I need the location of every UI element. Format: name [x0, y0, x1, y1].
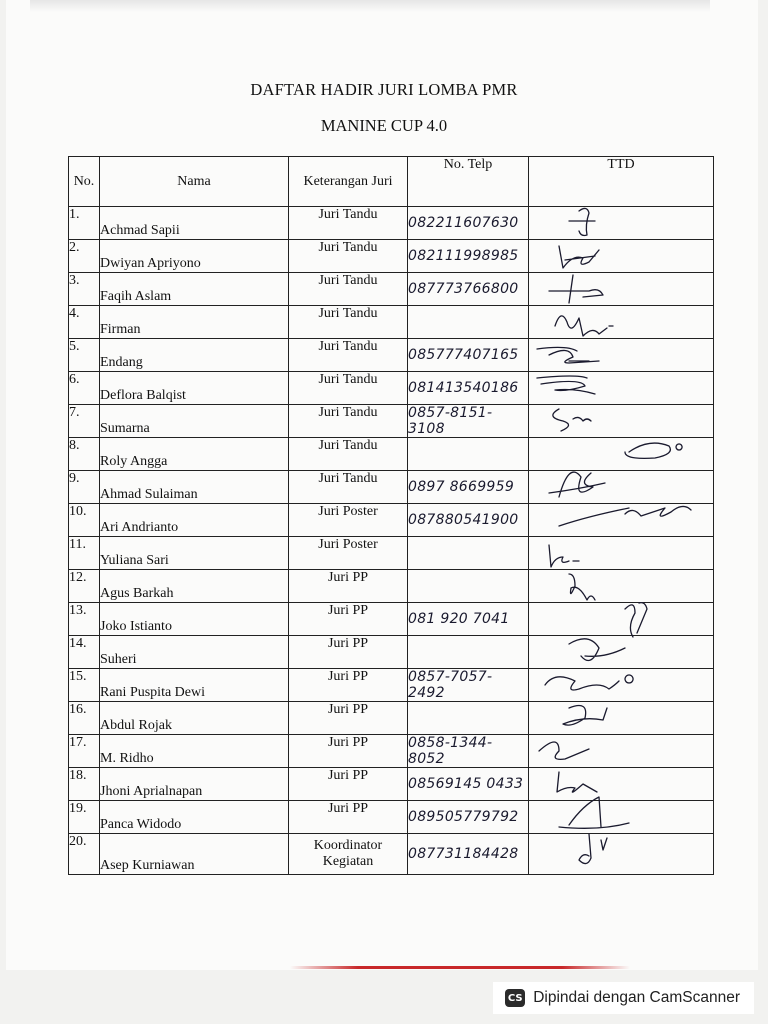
row-number: 6.: [69, 372, 100, 405]
row-keterangan: Juri Tandu: [289, 438, 408, 471]
row-name: Sumarna: [100, 405, 289, 438]
header-keterangan: Keterangan Juri: [289, 157, 408, 207]
table-row: [69, 768, 714, 801]
row-signature: [529, 471, 714, 504]
table-row: [69, 372, 714, 405]
row-number: 17.: [69, 735, 100, 768]
row-keterangan: Juri PP: [289, 801, 408, 834]
row-number: 11.: [69, 537, 100, 570]
row-name: Achmad Sapii: [100, 207, 289, 240]
row-telp: 081 920 7041: [408, 603, 529, 636]
row-keterangan: Juri Tandu: [289, 273, 408, 306]
row-number: 12.: [69, 570, 100, 603]
row-keterangan: Juri PP: [289, 636, 408, 669]
row-signature: [529, 405, 714, 438]
row-keterangan: Juri Poster: [289, 504, 408, 537]
row-keterangan: Koordinator Kegiatan: [289, 834, 408, 875]
table-row: [69, 306, 714, 339]
row-number: 14.: [69, 636, 100, 669]
row-telp: 0857-7057-2492: [408, 669, 529, 702]
document-subtitle: MANINE CUP 4.0: [320, 116, 448, 135]
header-telp: No. Telp: [408, 157, 529, 207]
row-number: 7.: [69, 405, 100, 438]
scan-artifact: [30, 0, 710, 12]
row-telp: 0897 8669959: [408, 471, 529, 504]
row-telp: [408, 702, 529, 735]
row-name: Endang: [100, 339, 289, 372]
row-number: 8.: [69, 438, 100, 471]
table-row: [69, 636, 714, 669]
table-row: [69, 735, 714, 768]
table-row: [69, 339, 714, 372]
row-telp: 082111998985: [408, 240, 529, 273]
row-keterangan: Juri PP: [289, 603, 408, 636]
cs-logo-icon: CS: [505, 989, 525, 1007]
table-row: [69, 834, 714, 875]
row-number: 3.: [69, 273, 100, 306]
row-name: Dwiyan Apriyono: [100, 240, 289, 273]
row-name: Roly Angga: [100, 438, 289, 471]
row-telp: [408, 438, 529, 471]
row-name: Abdul Rojak: [100, 702, 289, 735]
table-row: [69, 207, 714, 240]
row-keterangan: Juri PP: [289, 768, 408, 801]
row-signature: [529, 702, 714, 735]
row-keterangan: Juri PP: [289, 570, 408, 603]
attendance-table: [68, 156, 714, 875]
table-row: [69, 603, 714, 636]
row-name: Panca Widodo: [100, 801, 289, 834]
row-signature: [529, 438, 714, 471]
table-header-row: [69, 157, 714, 207]
row-keterangan: Juri Tandu: [289, 240, 408, 273]
table-row: [69, 702, 714, 735]
row-signature: [529, 570, 714, 603]
row-number: 15.: [69, 669, 100, 702]
row-number: 18.: [69, 768, 100, 801]
row-signature: [529, 768, 714, 801]
table-row: [69, 471, 714, 504]
row-number: 10.: [69, 504, 100, 537]
row-signature: [529, 207, 714, 240]
signature-scribble: [529, 830, 714, 870]
row-telp: 085777407165: [408, 339, 529, 372]
row-telp: 0857-8151-3108: [408, 405, 529, 438]
row-keterangan: Juri PP: [289, 702, 408, 735]
header-no: No.: [69, 157, 100, 207]
row-telp: 0858-1344-8052: [408, 735, 529, 768]
table-row: [69, 537, 714, 570]
row-telp: [408, 570, 529, 603]
row-signature: [529, 537, 714, 570]
row-name: Suheri: [100, 636, 289, 669]
row-telp: [408, 537, 529, 570]
row-name: Yuliana Sari: [100, 537, 289, 570]
row-name: Jhoni Aprialnapan: [100, 768, 289, 801]
row-number: 1.: [69, 207, 100, 240]
red-scan-mark: [290, 966, 630, 969]
row-keterangan: Juri Tandu: [289, 207, 408, 240]
row-signature: [529, 735, 714, 768]
table-row: [69, 240, 714, 273]
row-signature: [529, 306, 714, 339]
table-row: [69, 570, 714, 603]
row-keterangan: Juri PP: [289, 735, 408, 768]
row-telp: 087880541900: [408, 504, 529, 537]
row-telp: 082211607630: [408, 207, 529, 240]
row-name: Agus Barkah: [100, 570, 289, 603]
row-telp: 081413540186: [408, 372, 529, 405]
row-number: 2.: [69, 240, 100, 273]
table-row: [69, 273, 714, 306]
table-row: [69, 405, 714, 438]
row-signature: [529, 669, 714, 702]
row-number: 13.: [69, 603, 100, 636]
row-signature: [529, 636, 714, 669]
row-keterangan: Juri Tandu: [289, 405, 408, 438]
table-row: [69, 801, 714, 834]
row-keterangan: Juri Tandu: [289, 306, 408, 339]
row-signature: [529, 801, 714, 834]
row-keterangan: Juri Tandu: [289, 471, 408, 504]
row-keterangan: Juri Tandu: [289, 372, 408, 405]
row-number: 5.: [69, 339, 100, 372]
row-name: Rani Puspita Dewi: [100, 669, 289, 702]
row-telp: 089505779792: [408, 801, 529, 834]
row-signature: [529, 504, 714, 537]
row-name: M. Ridho: [100, 735, 289, 768]
table-row: [69, 438, 714, 471]
row-keterangan: Juri PP: [289, 669, 408, 702]
row-telp: 08569145 0433: [408, 768, 529, 801]
row-name: Asep Kurniawan: [100, 834, 289, 875]
header-nama: Nama: [100, 157, 289, 207]
row-number: 4.: [69, 306, 100, 339]
row-number: 19.: [69, 801, 100, 834]
camscanner-text: Dipindai dengan CamScanner: [533, 989, 740, 1006]
row-signature: [529, 273, 714, 306]
row-name: Ahmad Sulaiman: [100, 471, 289, 504]
row-signature: [529, 603, 714, 636]
row-signature: [529, 339, 714, 372]
row-keterangan: Juri Tandu: [289, 339, 408, 372]
row-telp: 087773766800: [408, 273, 529, 306]
table-row: [69, 504, 714, 537]
document-title: DAFTAR HADIR JURI LOMBA PMR: [250, 80, 518, 99]
row-keterangan: Juri Poster: [289, 537, 408, 570]
row-signature: [529, 240, 714, 273]
row-name: Faqih Aslam: [100, 273, 289, 306]
row-number: 9.: [69, 471, 100, 504]
row-signature: [529, 372, 714, 405]
header-ttd: TTD: [529, 157, 714, 207]
row-telp: [408, 306, 529, 339]
row-number: 16.: [69, 702, 100, 735]
row-name: Firman: [100, 306, 289, 339]
row-name: Joko Istianto: [100, 603, 289, 636]
row-telp: 087731184428: [408, 834, 529, 875]
row-name: Ari Andrianto: [100, 504, 289, 537]
row-signature: [529, 834, 714, 875]
camscanner-watermark: [493, 982, 754, 1014]
row-number: 20.: [69, 834, 100, 875]
row-name: Deflora Balqist: [100, 372, 289, 405]
row-telp: [408, 636, 529, 669]
table-row: [69, 669, 714, 702]
